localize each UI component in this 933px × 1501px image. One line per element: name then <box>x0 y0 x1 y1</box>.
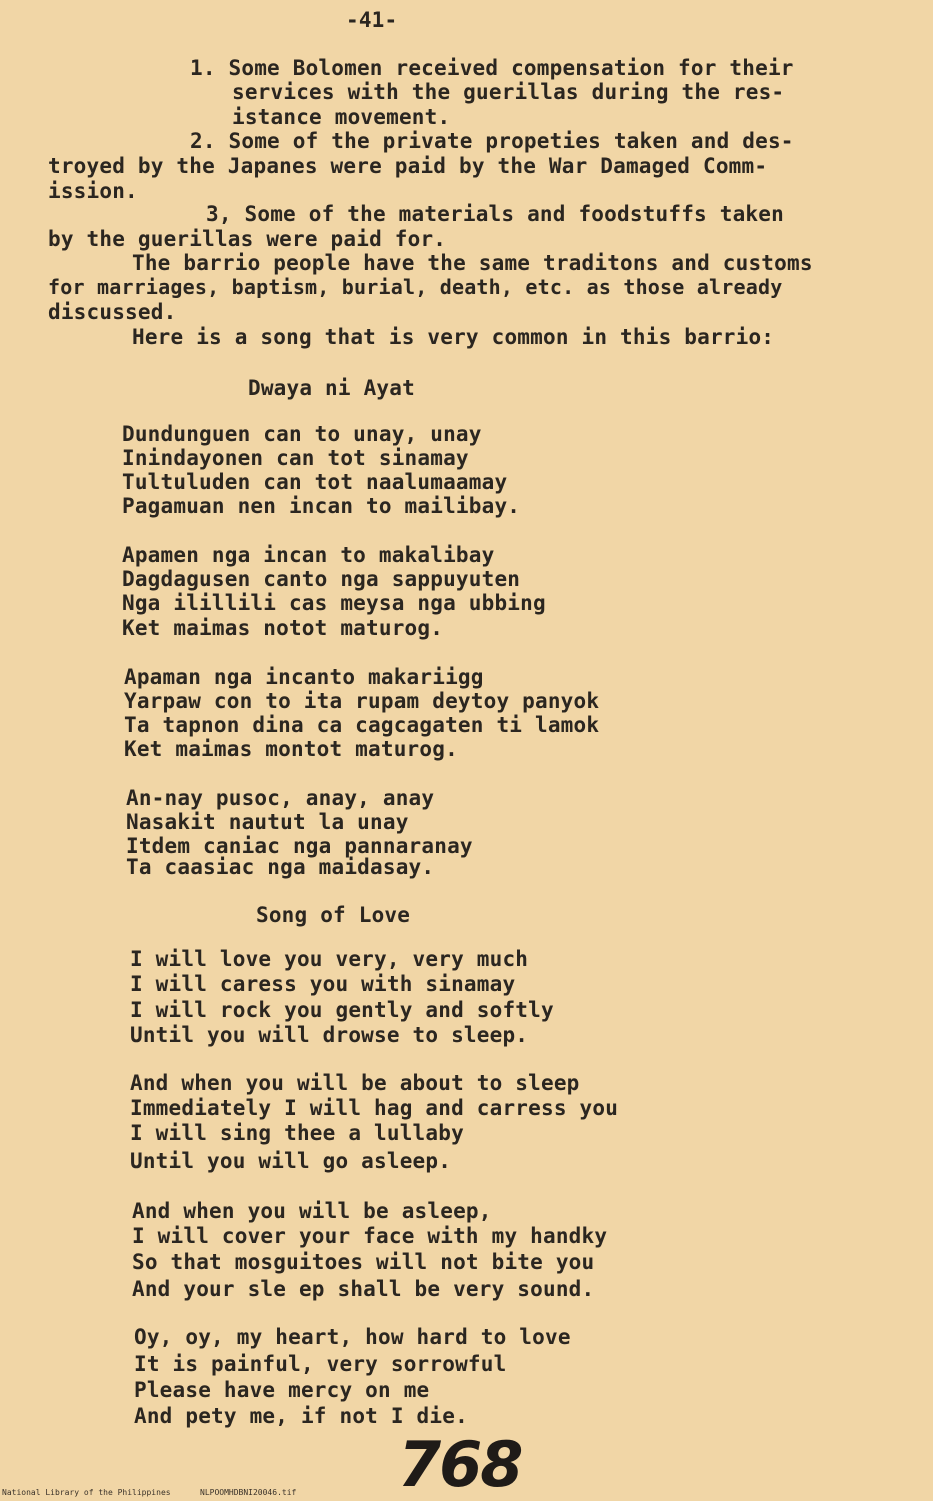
lyric-line: Itdem caniac nga pannaranay <box>126 834 473 858</box>
paragraph-line: Here is a song that is very common in this barrio: <box>132 325 775 349</box>
song-title: Dwaya ni Ayat <box>248 376 415 400</box>
lyric-line: Ta caasiac nga maidasay. <box>126 855 435 879</box>
lyric-line: Ket maimas montot maturog. <box>124 737 458 761</box>
paragraph-line: discussed. <box>48 300 177 324</box>
lyric-line: It is painful, very sorrowful <box>134 1352 507 1376</box>
lyric-line: Until you will go asleep. <box>130 1149 452 1173</box>
lyric-line: Until you will drowse to sleep. <box>130 1023 529 1047</box>
lyric-line: Please have mercy on me <box>134 1378 430 1402</box>
lyric-line: Dagdagusen canto nga sappuyuten <box>122 567 521 591</box>
paragraph-line: The barrio people have the same traditons and customs <box>132 251 813 275</box>
lyric-line: And when you will be about to sleep <box>130 1071 580 1095</box>
lyric-line: An-nay pusoc, anay, anay <box>126 786 435 810</box>
paragraph-line: by the guerillas were paid for. <box>48 227 447 251</box>
lyric-line: Ket maimas notot maturog. <box>122 616 444 640</box>
lyric-line: I will rock you gently and softly <box>130 998 554 1022</box>
paragraph-line: troyed by the Japanes were paid by the War Damaged Comm- <box>48 154 768 178</box>
footer-filename: NLPOOMHDBNI20046.tif <box>200 1488 297 1497</box>
lyric-line: Tultuluden can tot naalumaamay <box>122 470 508 494</box>
footer-library: National Library of the Philippines <box>2 1488 171 1497</box>
lyric-line: Oy, oy, my heart, how hard to love <box>134 1325 571 1349</box>
lyric-line: Immediately I will hag and carress you <box>130 1096 619 1120</box>
paragraph-line: for marriages, baptism, burial, death, etc. as those already <box>48 275 783 299</box>
lyric-line: I will love you very, very much <box>130 947 529 971</box>
lyric-line: Ta tapnon dina ca cagcagaten ti lamok <box>124 713 600 737</box>
lyric-line: Apaman nga incanto makariigg <box>124 665 484 689</box>
paragraph-line: istance movement. <box>232 105 451 129</box>
handwritten-page-number: 768 <box>398 1428 522 1501</box>
lyric-line: So that mosguitoes will not bite you <box>132 1250 595 1274</box>
lyric-line: Nasakit nautut la unay <box>126 810 409 834</box>
lyric-line: Pagamuan nen incan to mailibay. <box>122 494 521 518</box>
lyric-line: Inindayonen can tot sinamay <box>122 446 469 470</box>
page-number: -41- <box>346 8 398 32</box>
lyric-line: And when you will be asleep, <box>132 1199 492 1223</box>
lyric-line: I will cover your face with my handky <box>132 1224 608 1248</box>
lyric-line: Dundunguen can to unay, unay <box>122 422 482 446</box>
lyric-line: I will sing thee a lullaby <box>130 1121 464 1145</box>
lyric-line: I will caress you with sinamay <box>130 972 516 996</box>
lyric-line: Apamen nga incan to makalibay <box>122 543 495 567</box>
paragraph-line: 1. Some Bolomen received compensation for their <box>190 56 794 80</box>
paragraph-line: ission. <box>48 179 138 203</box>
lyric-line: And your sle ep shall be very sound. <box>132 1277 595 1301</box>
lyric-line: Nga ilillili cas meysa nga ubbing <box>122 591 546 615</box>
paragraph-line: 2. Some of the private propeties taken and des- <box>190 129 794 153</box>
paragraph-line: services with the guerillas during the res- <box>232 80 785 104</box>
paragraph-line: 3, Some of the materials and foodstuffs taken <box>206 202 784 226</box>
lyric-line: And pety me, if not I die. <box>134 1404 468 1428</box>
lyric-line: Yarpaw con to ita rupam deytoy panyok <box>124 689 600 713</box>
song-title: Song of Love <box>256 903 411 927</box>
